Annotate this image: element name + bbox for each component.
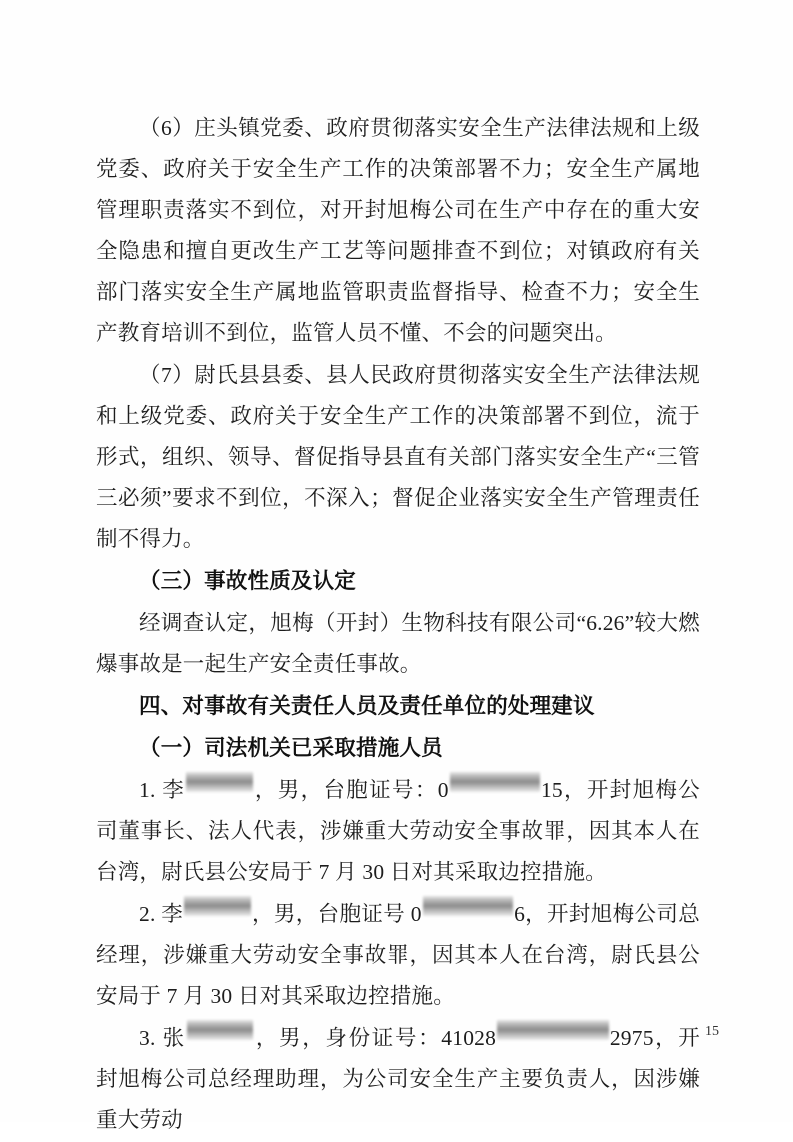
redacted-text: [186, 772, 253, 792]
para-person-3: 3. 张 ，男，身份证号：41028 2975，开封旭梅公司总经理助理，为公司安全生产主要负责人，因涉嫌重大劳动: [96, 1018, 700, 1141]
redacted-text: [497, 1020, 609, 1040]
page-number: 15: [705, 1024, 719, 1039]
heading-section-4: 四、对事故有关责任人员及责任单位的处理建议: [139, 694, 595, 718]
redacted-text: [423, 896, 513, 916]
redacted-text: [450, 772, 540, 792]
para-person-1: 1. 李 ，男，台胞证号：0 15，开封旭梅公司董事长、法人代表，涉嫌重大劳动安全事故罪，因其本人在台湾，尉氏县公安局于 7 月 30 日对其采取边控措施。: [96, 770, 700, 893]
heading-3: （三）事故性质及认定: [139, 569, 357, 593]
para-conclusion: 经调查认定，旭梅（开封）生物科技有限公司“6.26”较大燃爆事故是一起生产安全责任事故。: [96, 611, 700, 676]
redacted-text: [187, 1020, 254, 1040]
redacted-text: [184, 896, 251, 916]
para-7: （7）尉氏县县委、县人民政府贯彻落实安全生产法律法规和上级党委、政府关于安全生产工作的决策部署不到位，流于形式，组织、领导、督促指导县直有关部门落实安全生产“三管三必须”要求不到位，不深入；督促企业落实安全生产管理责任制不得力。: [96, 363, 700, 551]
para-person-2: 2. 李 ，男，台胞证号 0 6，开封旭梅公司总经理，涉嫌重大劳动安全事故罪，因其本人在台湾，尉氏县公安局于 7 月 30 日对其采取边控措施。: [96, 894, 700, 1017]
document-body: [96, 108, 700, 1142]
para-6: （6）庄头镇党委、政府贯彻落实安全生产法律法规和上级党委、政府关于安全生产工作的决策部署不力；安全生产属地管理职责落实不到位，对开封旭梅公司在生产中存在的重大安全隐患和擅自更改生产工艺等问题排查不到位；对镇政府有关部门落实安全生产属地监管职责监督指导、检查不力；安全生产教育培训不到位，监管人员不懂、不会的问题突出。: [96, 116, 700, 345]
heading-4-1: （一）司法机关已采取措施人员: [139, 736, 443, 760]
